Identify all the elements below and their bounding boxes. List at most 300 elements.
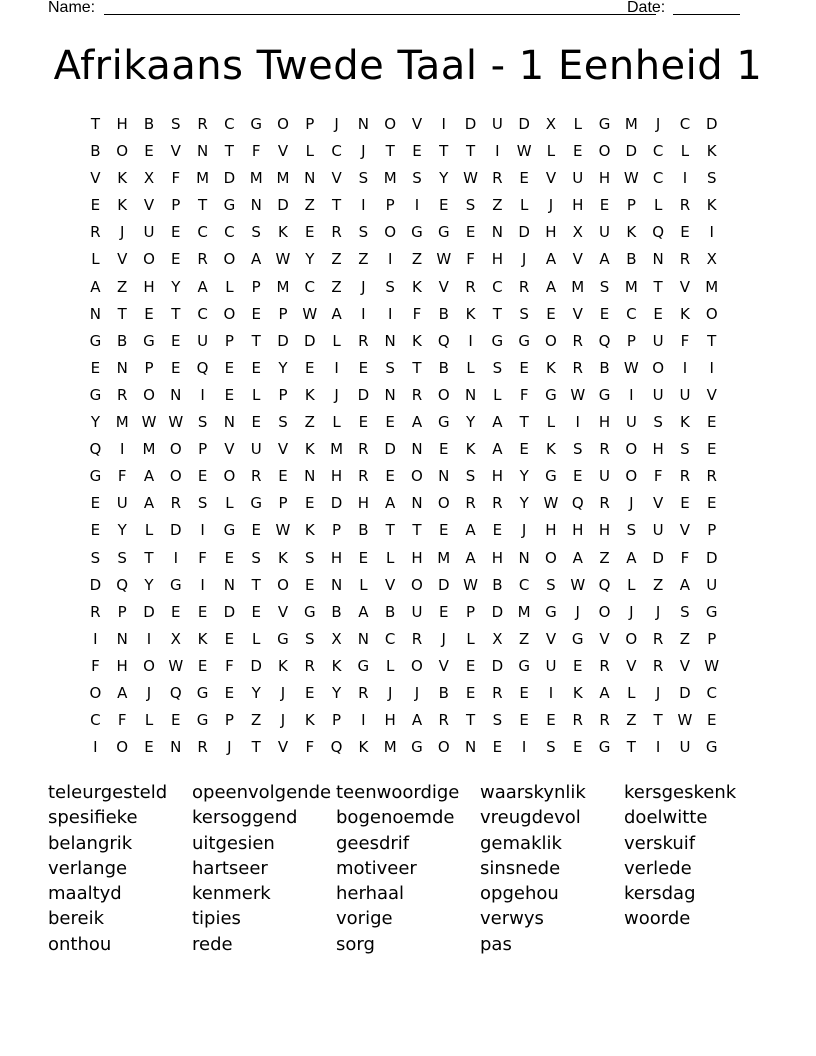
grid-letter[interactable]: J <box>629 494 634 513</box>
grid-letter[interactable]: E <box>573 467 583 486</box>
grid-letter[interactable]: J <box>655 115 661 133</box>
grid-letter[interactable]: O <box>598 142 611 161</box>
grid-letter[interactable]: D <box>277 196 289 215</box>
grid-letter[interactable]: M <box>330 440 344 459</box>
grid-letter[interactable]: W <box>704 656 720 675</box>
grid-letter[interactable]: U <box>652 331 664 350</box>
grid-letter[interactable]: Y <box>439 169 449 188</box>
grid-letter[interactable]: F <box>117 467 127 486</box>
grid-letter[interactable]: U <box>652 385 664 404</box>
grid-letter[interactable]: K <box>680 413 690 432</box>
grid-letter[interactable]: H <box>598 413 611 432</box>
grid-letter[interactable]: E <box>680 223 690 242</box>
grid-letter[interactable]: C <box>197 223 208 242</box>
grid-letter[interactable]: W <box>516 142 532 161</box>
grid-letter[interactable]: P <box>385 196 395 215</box>
grid-letter[interactable]: R <box>706 467 717 486</box>
grid-letter[interactable]: G <box>518 656 530 675</box>
grid-letter[interactable]: I <box>387 304 393 323</box>
grid-letter[interactable]: E <box>305 683 315 702</box>
grid-letter[interactable]: E <box>251 358 261 377</box>
grid-letter[interactable]: R <box>679 467 691 486</box>
grid-letter[interactable]: E <box>224 385 235 404</box>
grid-letter[interactable]: M <box>276 169 290 188</box>
grid-letter[interactable]: I <box>334 358 339 377</box>
grid-letter[interactable]: P <box>332 711 342 730</box>
grid-letter[interactable]: S <box>412 169 422 188</box>
grid-letter[interactable]: S <box>465 467 476 486</box>
grid-letter[interactable]: X <box>331 629 342 648</box>
grid-letter[interactable]: F <box>198 548 207 567</box>
grid-letter[interactable]: J <box>361 142 366 161</box>
grid-letter[interactable]: R <box>492 494 503 513</box>
grid-letter[interactable]: Y <box>278 358 288 377</box>
grid-letter[interactable]: O <box>169 440 182 459</box>
grid-letter[interactable]: I <box>629 385 634 404</box>
grid-letter[interactable]: D <box>518 223 530 242</box>
grid-letter[interactable]: R <box>197 115 208 133</box>
grid-letter[interactable]: L <box>252 385 261 404</box>
grid-letter[interactable]: N <box>411 494 423 513</box>
grid-letter[interactable]: I <box>200 385 205 404</box>
grid-letter[interactable]: Z <box>358 250 369 269</box>
grid-letter[interactable]: D <box>491 656 504 675</box>
grid-letter[interactable]: C <box>518 575 530 594</box>
grid-letter[interactable]: E <box>224 358 235 377</box>
grid-letter[interactable]: P <box>224 711 234 730</box>
grid-letter[interactable]: O <box>89 683 102 702</box>
grid-letter[interactable]: K <box>304 440 315 459</box>
grid-letter[interactable]: I <box>655 738 661 757</box>
grid-letter[interactable]: S <box>572 440 583 459</box>
grid-letter[interactable]: E <box>251 521 261 540</box>
grid-letter[interactable]: U <box>411 602 423 621</box>
grid-letter[interactable]: R <box>599 656 610 675</box>
grid-letter[interactable]: F <box>251 142 261 161</box>
grid-letter[interactable]: E <box>519 358 529 377</box>
grid-letter[interactable]: O <box>277 575 289 594</box>
grid-letter[interactable]: P <box>224 331 234 350</box>
grid-letter[interactable]: J <box>227 738 232 757</box>
grid-letter[interactable]: V <box>599 629 610 648</box>
grid-letter[interactable]: P <box>117 602 127 621</box>
grid-letter[interactable]: Z <box>331 250 342 269</box>
grid-letter[interactable]: R <box>304 656 315 675</box>
grid-letter[interactable]: O <box>598 602 611 621</box>
grid-letter[interactable]: E <box>439 602 449 621</box>
grid-letter[interactable]: J <box>629 602 634 621</box>
grid-letter[interactable]: N <box>652 250 664 269</box>
grid-letter[interactable]: R <box>197 738 208 757</box>
grid-letter[interactable]: V <box>117 250 128 269</box>
grid-letter[interactable]: H <box>491 250 503 269</box>
grid-letter[interactable]: S <box>519 304 529 323</box>
grid-letter[interactable]: T <box>171 304 181 323</box>
grid-letter[interactable]: S <box>706 169 717 188</box>
grid-letter[interactable]: W <box>570 575 586 594</box>
grid-letter[interactable]: E <box>197 656 208 675</box>
grid-letter[interactable]: Y <box>90 413 100 432</box>
grid-letter[interactable]: E <box>519 683 529 702</box>
grid-letter[interactable]: T <box>653 277 663 296</box>
grid-letter[interactable]: L <box>466 629 475 648</box>
grid-letter[interactable]: W <box>168 656 184 675</box>
grid-letter[interactable]: X <box>706 250 717 269</box>
grid-letter[interactable]: O <box>545 331 557 350</box>
grid-letter[interactable]: G <box>357 656 370 675</box>
grid-letter[interactable]: Z <box>117 277 128 296</box>
grid-letter[interactable]: W <box>623 169 639 188</box>
grid-letter[interactable]: R <box>572 711 583 730</box>
grid-letter[interactable]: H <box>384 711 396 730</box>
grid-letter[interactable]: E <box>251 602 261 621</box>
grid-letter[interactable]: G <box>411 223 423 242</box>
grid-letter[interactable]: O <box>625 440 638 459</box>
grid-letter[interactable]: L <box>466 358 475 377</box>
grid-letter[interactable]: A <box>197 277 208 296</box>
grid-letter[interactable]: L <box>546 142 556 161</box>
grid-letter[interactable]: T <box>492 304 502 323</box>
grid-letter[interactable]: S <box>251 548 261 567</box>
grid-letter[interactable]: C <box>224 223 235 242</box>
grid-letter[interactable]: X <box>572 223 583 242</box>
grid-letter[interactable]: J <box>655 602 661 621</box>
grid-letter[interactable]: R <box>197 250 208 269</box>
grid-letter[interactable]: G <box>89 467 102 486</box>
grid-letter[interactable]: K <box>358 738 369 757</box>
grid-letter[interactable]: Y <box>519 467 529 486</box>
grid-letter[interactable]: E <box>573 656 583 675</box>
grid-letter[interactable]: K <box>546 440 556 459</box>
grid-letter[interactable]: H <box>491 548 503 567</box>
grid-letter[interactable]: N <box>304 169 316 188</box>
grid-letter[interactable]: O <box>384 223 397 242</box>
grid-letter[interactable]: I <box>548 683 554 702</box>
grid-letter[interactable]: I <box>387 250 393 269</box>
grid-letter[interactable]: Q <box>196 358 209 377</box>
grid-letter[interactable]: E <box>492 521 503 540</box>
grid-letter[interactable]: Q <box>598 331 611 350</box>
grid-letter[interactable]: K <box>546 358 556 377</box>
grid-letter[interactable]: N <box>357 629 369 648</box>
grid-letter[interactable]: R <box>90 223 101 242</box>
grid-letter[interactable]: Q <box>437 331 450 350</box>
grid-letter[interactable]: H <box>330 467 343 486</box>
grid-letter[interactable]: B <box>438 358 449 377</box>
grid-letter[interactable]: R <box>250 467 262 486</box>
grid-letter[interactable]: N <box>170 385 182 404</box>
grid-letter[interactable]: Y <box>519 494 529 513</box>
grid-letter[interactable]: E <box>305 494 315 513</box>
grid-letter[interactable]: A <box>143 494 155 513</box>
grid-letter[interactable]: O <box>143 385 155 404</box>
grid-letter[interactable]: R <box>599 711 610 730</box>
grid-letter[interactable]: Z <box>304 196 315 215</box>
grid-letter[interactable]: A <box>492 413 503 432</box>
grid-letter[interactable]: C <box>331 142 342 161</box>
grid-letter[interactable]: E <box>653 304 663 323</box>
grid-letter[interactable]: T <box>224 142 234 161</box>
grid-letter[interactable]: F <box>305 738 315 757</box>
grid-letter[interactable]: O <box>384 115 397 133</box>
grid-letter[interactable]: C <box>90 711 101 730</box>
grid-letter[interactable]: S <box>385 358 395 377</box>
grid-letter[interactable]: D <box>464 115 477 133</box>
grid-letter[interactable]: C <box>706 683 717 702</box>
grid-letter[interactable]: E <box>706 494 717 513</box>
grid-letter[interactable]: K <box>465 304 476 323</box>
grid-letter[interactable]: L <box>680 142 690 161</box>
grid-letter[interactable]: A <box>117 683 128 702</box>
grid-letter[interactable]: H <box>572 521 584 540</box>
grid-letter[interactable]: R <box>518 277 530 296</box>
grid-letter[interactable]: D <box>705 548 718 567</box>
grid-letter[interactable]: R <box>358 683 369 702</box>
grid-letter[interactable]: P <box>278 385 288 404</box>
grid-letter[interactable]: B <box>358 521 369 540</box>
grid-letter[interactable]: A <box>90 277 101 296</box>
grid-letter[interactable]: S <box>305 629 315 648</box>
grid-letter[interactable]: M <box>249 169 263 188</box>
grid-letter[interactable]: Z <box>331 277 342 296</box>
grid-letter[interactable]: K <box>304 385 315 404</box>
grid-letter[interactable]: Q <box>571 494 584 513</box>
grid-letter[interactable]: M <box>276 277 290 296</box>
grid-letter[interactable]: V <box>653 494 664 513</box>
grid-letter[interactable]: E <box>197 602 208 621</box>
grid-letter[interactable]: E <box>465 683 476 702</box>
grid-letter[interactable]: L <box>225 494 234 513</box>
grid-letter[interactable]: O <box>116 738 129 757</box>
grid-letter[interactable]: E <box>171 358 181 377</box>
grid-letter[interactable]: W <box>302 304 318 323</box>
grid-letter[interactable]: V <box>572 304 583 323</box>
grid-letter[interactable]: P <box>707 629 717 648</box>
grid-letter[interactable]: O <box>411 467 423 486</box>
grid-letter[interactable]: G <box>411 738 423 757</box>
grid-letter[interactable]: O <box>411 656 423 675</box>
grid-letter[interactable]: U <box>545 656 557 675</box>
grid-letter[interactable]: V <box>679 521 691 540</box>
grid-letter[interactable]: S <box>546 575 556 594</box>
grid-letter[interactable]: B <box>438 683 449 702</box>
grid-letter[interactable]: K <box>278 548 288 567</box>
grid-letter[interactable]: P <box>144 358 154 377</box>
grid-letter[interactable]: A <box>545 250 557 269</box>
grid-letter[interactable]: T <box>144 548 154 567</box>
grid-letter[interactable]: I <box>414 196 420 215</box>
grid-letter[interactable]: R <box>465 494 476 513</box>
grid-letter[interactable]: R <box>652 629 664 648</box>
grid-letter[interactable]: C <box>652 142 664 161</box>
grid-letter[interactable]: T <box>412 358 422 377</box>
grid-letter[interactable]: J <box>521 250 527 269</box>
grid-letter[interactable]: R <box>492 169 503 188</box>
grid-letter[interactable]: S <box>599 277 610 296</box>
grid-letter[interactable]: Y <box>171 277 181 296</box>
grid-letter[interactable]: P <box>278 494 288 513</box>
grid-letter[interactable]: G <box>598 385 611 404</box>
grid-letter[interactable]: P <box>198 440 208 459</box>
grid-letter[interactable]: S <box>680 602 690 621</box>
grid-letter[interactable]: V <box>545 629 557 648</box>
grid-letter[interactable]: J <box>521 521 527 540</box>
grid-letter[interactable]: I <box>173 548 178 567</box>
grid-letter[interactable]: U <box>491 115 503 133</box>
grid-letter[interactable]: O <box>437 385 450 404</box>
grid-letter[interactable]: Z <box>652 575 664 594</box>
grid-letter[interactable]: U <box>652 521 664 540</box>
grid-letter[interactable]: R <box>358 467 369 486</box>
grid-letter[interactable]: L <box>305 142 314 161</box>
grid-letter[interactable]: I <box>575 413 580 432</box>
grid-letter[interactable]: K <box>465 440 476 459</box>
grid-letter[interactable]: V <box>331 169 342 188</box>
grid-letter[interactable]: D <box>277 331 289 350</box>
grid-letter[interactable]: H <box>491 467 503 486</box>
grid-letter[interactable]: D <box>357 385 370 404</box>
grid-letter[interactable]: E <box>439 521 449 540</box>
grid-letter[interactable]: L <box>225 277 234 296</box>
grid-letter[interactable]: G <box>89 385 102 404</box>
grid-letter[interactable]: Y <box>465 413 476 432</box>
grid-letter[interactable]: I <box>200 521 205 540</box>
grid-letter[interactable]: J <box>119 223 125 242</box>
grid-letter[interactable]: Z <box>599 548 610 567</box>
grid-letter[interactable]: L <box>252 629 261 648</box>
grid-letter[interactable]: H <box>143 277 155 296</box>
grid-letter[interactable]: A <box>251 250 262 269</box>
grid-letter[interactable]: Q <box>330 738 343 757</box>
grid-letter[interactable]: G <box>518 331 530 350</box>
grid-letter[interactable]: N <box>384 385 396 404</box>
grid-letter[interactable]: W <box>168 413 184 432</box>
grid-letter[interactable]: K <box>412 331 422 350</box>
grid-letter[interactable]: O <box>223 467 236 486</box>
grid-letter[interactable]: O <box>277 115 289 133</box>
grid-letter[interactable]: O <box>437 494 450 513</box>
grid-letter[interactable]: J <box>280 683 286 702</box>
grid-letter[interactable]: N <box>250 196 262 215</box>
grid-letter[interactable]: O <box>625 629 638 648</box>
grid-letter[interactable]: T <box>465 711 476 730</box>
grid-letter[interactable]: R <box>358 331 369 350</box>
grid-letter[interactable]: U <box>625 413 637 432</box>
grid-letter[interactable]: E <box>465 223 476 242</box>
grid-letter[interactable]: E <box>439 440 449 459</box>
grid-letter[interactable]: R <box>411 385 423 404</box>
grid-letter[interactable]: D <box>705 115 718 133</box>
grid-letter[interactable]: E <box>385 467 395 486</box>
grid-letter[interactable]: V <box>411 115 423 133</box>
grid-letter[interactable]: W <box>141 413 157 432</box>
grid-letter[interactable]: J <box>361 277 366 296</box>
grid-letter[interactable]: L <box>332 331 341 350</box>
grid-letter[interactable]: W <box>623 358 639 377</box>
grid-letter[interactable]: T <box>251 738 261 757</box>
grid-letter[interactable]: M <box>383 169 397 188</box>
grid-letter[interactable]: Y <box>144 575 154 594</box>
grid-letter[interactable]: F <box>466 250 475 269</box>
grid-letter[interactable]: M <box>624 277 638 296</box>
grid-letter[interactable]: I <box>146 629 152 648</box>
grid-letter[interactable]: G <box>491 331 504 350</box>
grid-letter[interactable]: N <box>89 304 102 323</box>
grid-letter[interactable]: U <box>250 440 262 459</box>
grid-letter[interactable]: Q <box>652 223 665 242</box>
grid-letter[interactable]: A <box>385 494 396 513</box>
grid-letter[interactable]: T <box>519 413 529 432</box>
grid-letter[interactable]: V <box>277 602 289 621</box>
grid-letter[interactable]: I <box>361 196 366 215</box>
grid-letter[interactable]: D <box>679 683 691 702</box>
grid-letter[interactable]: B <box>492 575 503 594</box>
grid-letter[interactable]: K <box>680 304 690 323</box>
grid-letter[interactable]: H <box>116 656 128 675</box>
grid-letter[interactable]: M <box>571 277 585 296</box>
grid-letter[interactable]: E <box>90 196 101 215</box>
grid-letter[interactable]: S <box>546 738 556 757</box>
grid-letter[interactable]: K <box>304 521 315 540</box>
grid-letter[interactable]: E <box>171 331 181 350</box>
grid-letter[interactable]: A <box>572 548 583 567</box>
grid-letter[interactable]: S <box>90 548 101 567</box>
grid-letter[interactable]: C <box>679 115 691 133</box>
grid-letter[interactable]: L <box>91 250 100 269</box>
grid-letter[interactable]: A <box>599 250 610 269</box>
grid-letter[interactable]: C <box>197 304 208 323</box>
grid-letter[interactable]: O <box>143 656 155 675</box>
grid-letter[interactable]: Y <box>117 521 127 540</box>
grid-letter[interactable]: G <box>89 331 102 350</box>
grid-letter[interactable]: X <box>143 169 155 188</box>
grid-letter[interactable]: D <box>491 602 504 621</box>
grid-letter[interactable]: V <box>385 575 396 594</box>
grid-letter[interactable]: F <box>91 656 100 675</box>
grid-letter[interactable]: L <box>144 711 154 730</box>
grid-letter[interactable]: R <box>438 711 449 730</box>
grid-letter[interactable]: K <box>304 711 315 730</box>
grid-letter[interactable]: G <box>705 602 718 621</box>
grid-letter[interactable]: I <box>119 440 125 459</box>
grid-letter[interactable]: H <box>598 169 611 188</box>
grid-letter[interactable]: D <box>625 142 638 161</box>
grid-letter[interactable]: J <box>441 629 446 648</box>
grid-letter[interactable]: T <box>653 711 663 730</box>
grid-letter[interactable]: W <box>436 250 452 269</box>
grid-letter[interactable]: B <box>385 602 396 621</box>
date-field-line[interactable] <box>673 14 740 15</box>
grid-letter[interactable]: G <box>598 738 611 757</box>
grid-letter[interactable]: E <box>171 602 181 621</box>
grid-letter[interactable]: E <box>519 169 529 188</box>
grid-letter[interactable]: H <box>330 548 343 567</box>
grid-letter[interactable]: O <box>625 467 638 486</box>
grid-letter[interactable]: V <box>224 440 235 459</box>
grid-letter[interactable]: E <box>358 413 369 432</box>
grid-letter[interactable]: E <box>385 413 395 432</box>
grid-letter[interactable]: U <box>143 223 155 242</box>
grid-letter[interactable]: E <box>358 548 369 567</box>
grid-letter[interactable]: S <box>385 277 395 296</box>
grid-letter[interactable]: I <box>200 575 205 594</box>
grid-letter[interactable]: P <box>332 521 342 540</box>
grid-letter[interactable]: W <box>463 169 478 188</box>
grid-letter[interactable]: E <box>251 413 261 432</box>
grid-letter[interactable]: J <box>575 602 580 621</box>
grid-letter[interactable]: A <box>411 413 423 432</box>
grid-letter[interactable]: T <box>251 331 261 350</box>
